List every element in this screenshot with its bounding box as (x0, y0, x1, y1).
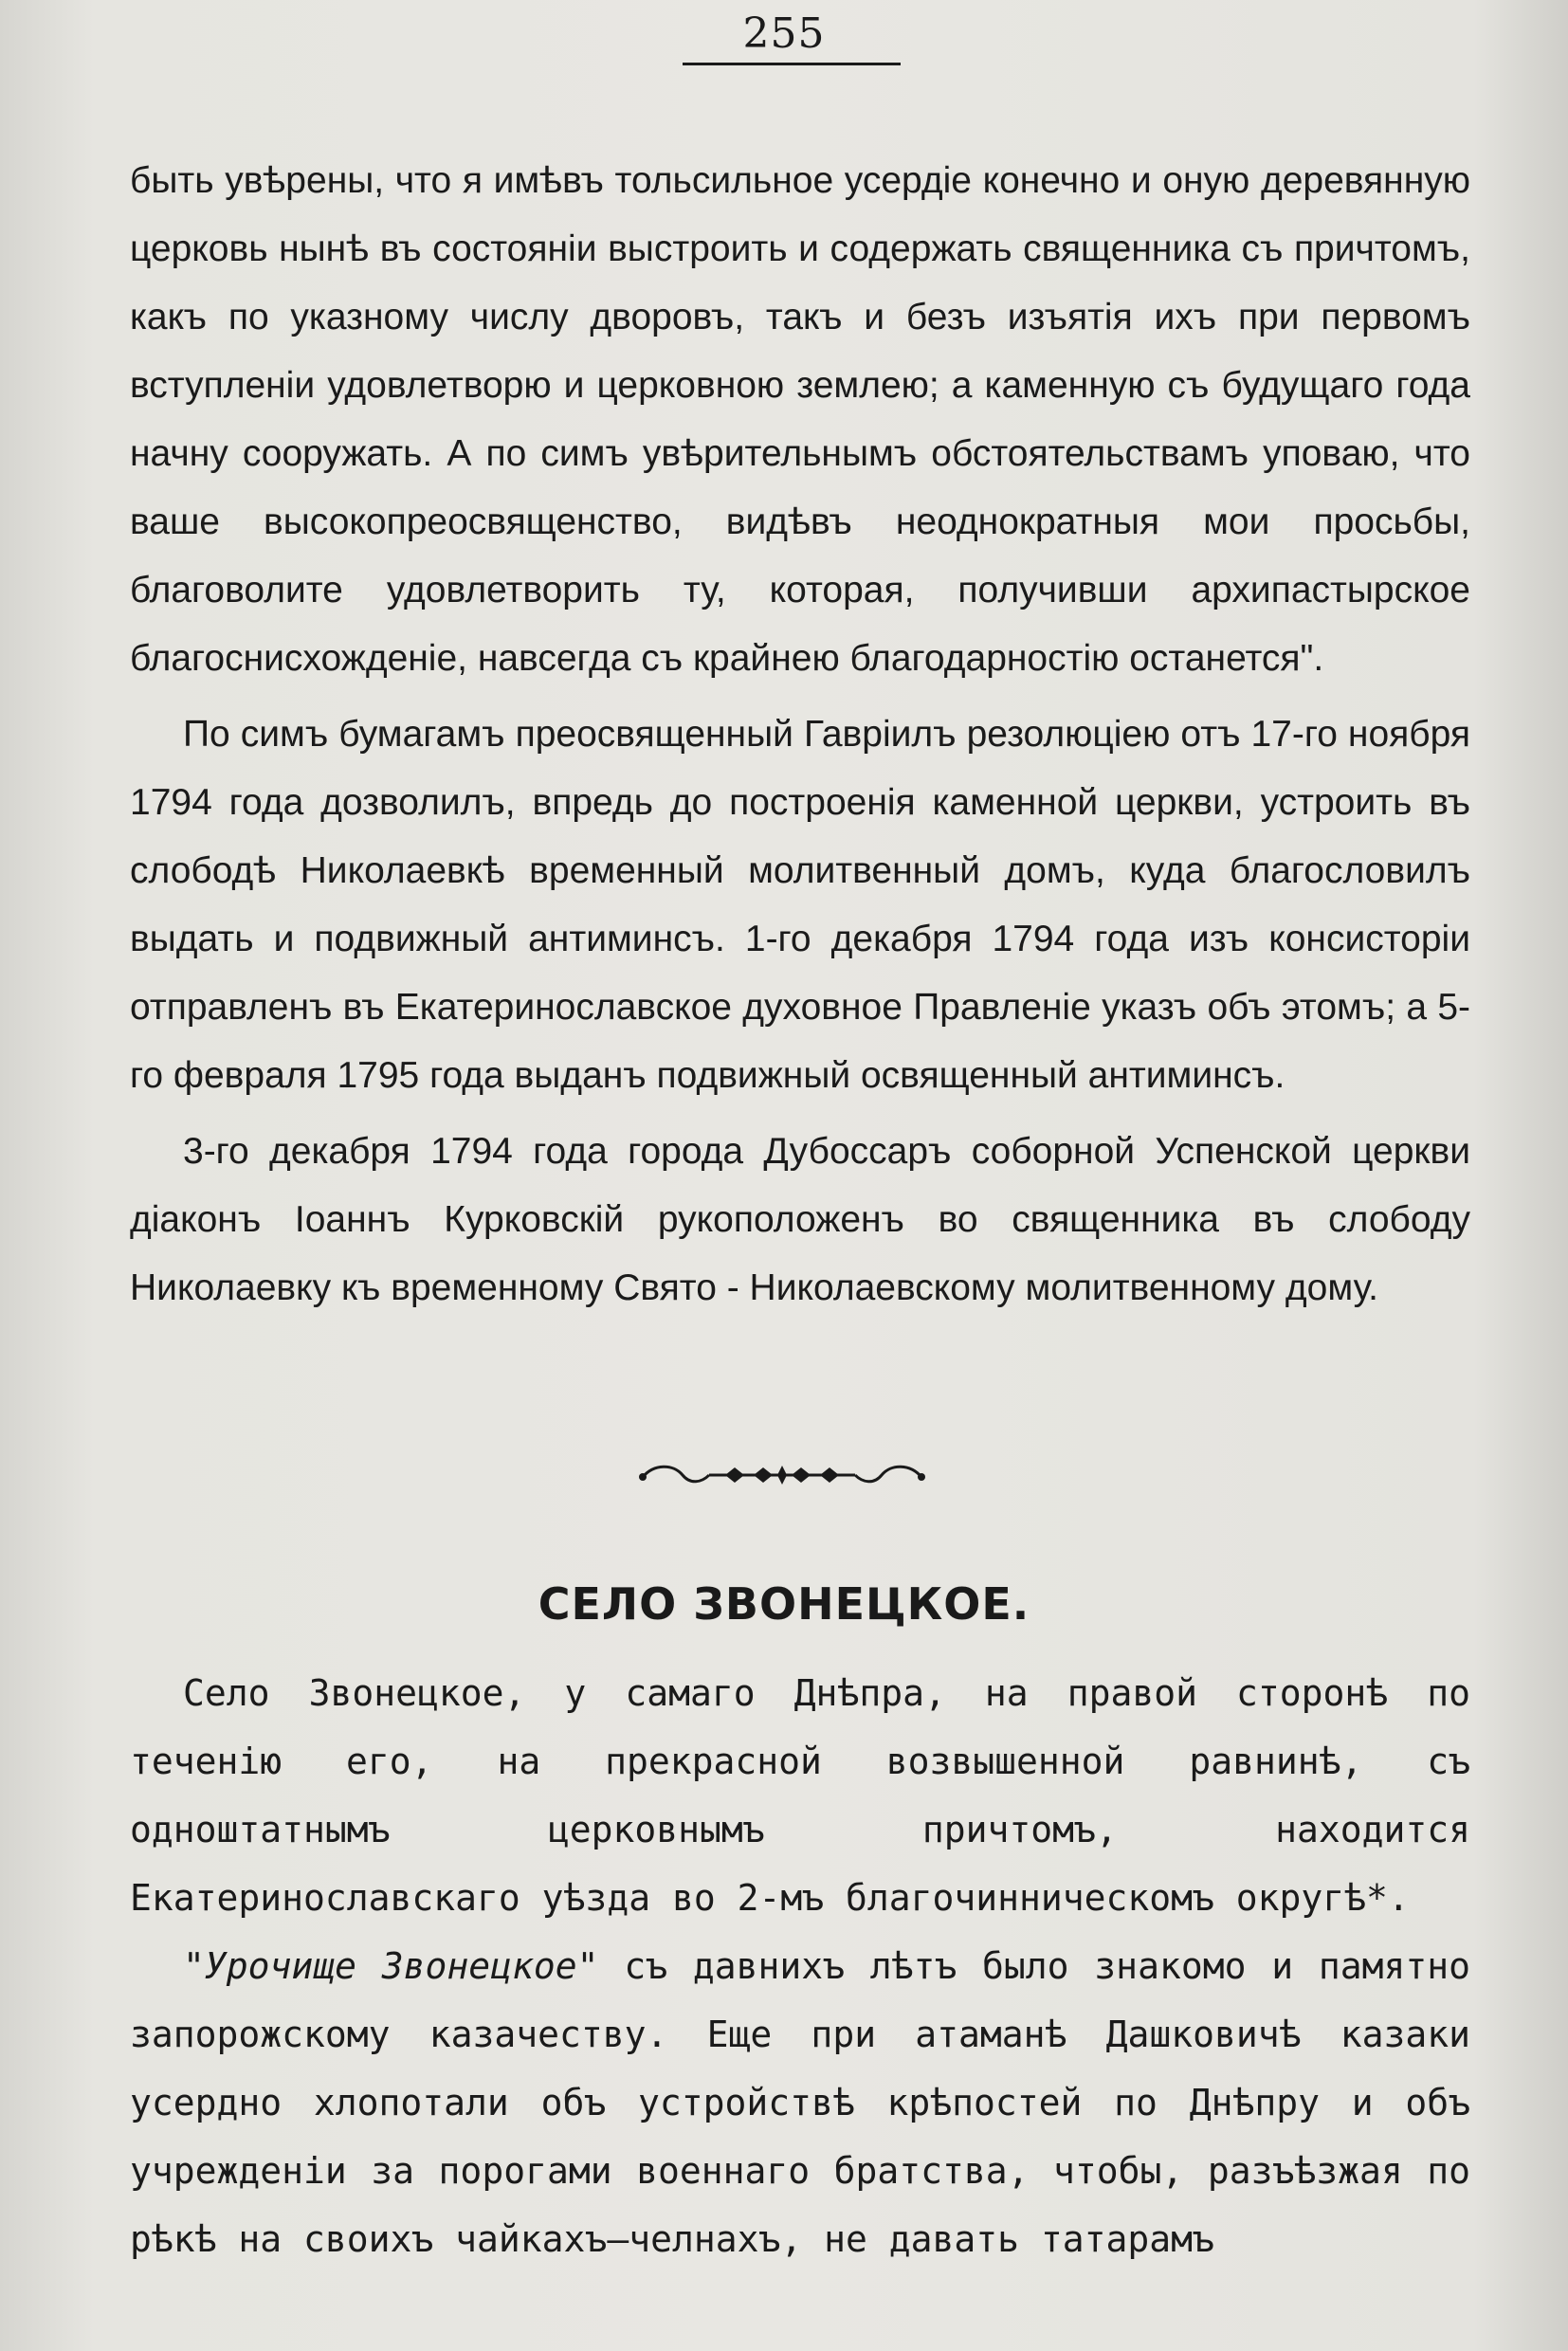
page-number: 255 (742, 9, 826, 58)
ornament-divider (635, 1456, 929, 1494)
paragraph: По симъ бумагамъ преосвященный Гавріилъ резолюціею отъ 17-го ноября 1794 года дозволилъ, впредь до построенія каменной церкви, устроить въ слободѣ Николаевкѣ временный молитвенный домъ, куда благословилъ выдать и подвижный антиминсъ. 1-го декабря 1794 года изъ консисторіи отправленъ въ Екатеринославское духовное Правленіе указъ объ этомъ; а 5-го февраля 1795 года выданъ подвижный освященный антиминсъ. (130, 714, 1470, 1096)
section-text (130, 1659, 1470, 2273)
place-name: "Урочище Звонецкое" (183, 1945, 599, 1987)
paragraph: Село Звонецкое, у самаго Днѣпра, на правой сторонѣ по теченію его, на прекрасной возвышенной равнинѣ, съ одноштатнымъ церковнымъ причтомъ, находится Екатеринославскаго уѣзда во 2-мъ благочинническомъ округѣ*. (130, 1672, 1470, 1919)
section-title: СЕЛО ЗВОНЕЦКОЕ. (538, 1578, 1030, 1630)
paragraph: 3-го декабря 1794 года города Дубоссаръ соборной Успенской церкви діаконъ Іоаннъ Курковскій рукоположенъ во священника въ слободу Николаевку къ временному Свято - Николаевскому молитвенному дому. (130, 1131, 1470, 1308)
page-number-rule (683, 63, 901, 65)
paragraph (130, 1932, 1470, 2273)
main-text (130, 147, 1470, 1330)
paragraph-text: съ давнихъ лѣтъ было знакомо и памятно запорожскому казачеству. Еще при атаманѣ Дашковичѣ казаки усердно хлопотали объ устройствѣ крѣпостей по Днѣпру и объ учрежденіи за порогами военнаго братства, чтобы, разъѣзжая по рѣкѣ на своихъ чайкахъ—челнахъ, не давать татарамъ (130, 1945, 1470, 2260)
paragraph: быть увѣрены, что я имѣвъ тольсильное усердіе конечно и оную деревянную церковь нынѣ въ состояніи выстроить и содержать священника съ причтомъ, какъ по указному числу дворовъ, такъ и безъ изъятія ихъ при первомъ вступленіи удовлетворю и церковною землею; а каменную съ будущаго года начну сооружать. А по симъ увѣрительнымъ обстоятельствамъ уповаю, что ваше высокопреосвященство, видѣвъ неоднократныя мои просьбы, благоволите удовлетворить ту, которая, получивши архипастырское благоснисхожденіе, навсегда съ крайнею благодарностію останется". (130, 160, 1470, 679)
